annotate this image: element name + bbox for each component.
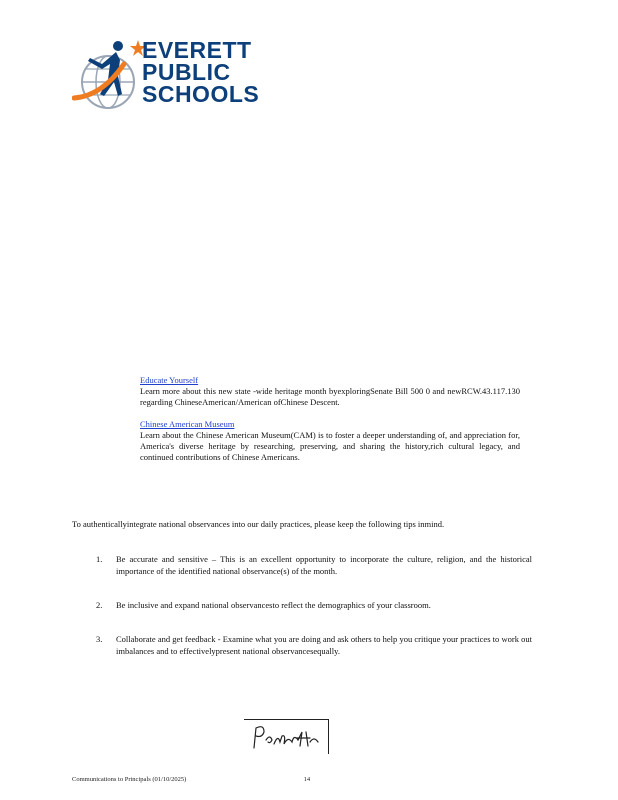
tip-number: 3. bbox=[96, 634, 103, 644]
logo-wordmark bbox=[142, 39, 259, 105]
logo-emblem-icon bbox=[72, 36, 152, 114]
tip-text: Be accurate and sensitive – This is an excellent opportunity to incorporate the culture, religion, and the historical importance of the identified national observance(s) of the month. bbox=[116, 554, 532, 576]
logo-line-2: PUBLIC bbox=[142, 59, 231, 85]
tip-item bbox=[96, 599, 532, 611]
logo-line-1: EVERETT bbox=[142, 37, 252, 63]
tip-item bbox=[96, 553, 532, 577]
resource-item bbox=[140, 375, 520, 407]
district-logo bbox=[72, 36, 262, 114]
logo-line-3: SCHOOLS bbox=[142, 81, 260, 107]
resource-item bbox=[140, 419, 520, 462]
resources-list bbox=[140, 375, 520, 475]
resource-description: Learn more about this new state -wide heritage month byexploringSenate Bill 500 0 and newRCW.43.117.130 regarding ChineseAmerican/American ofChinese Descent. bbox=[140, 385, 520, 407]
intro-paragraph: To authenticallyintegrate national observances into our daily practices, please keep the following tips inmind. bbox=[72, 519, 445, 529]
tip-number: 2. bbox=[96, 600, 103, 610]
tip-number: 1. bbox=[96, 554, 103, 564]
tip-text: Be inclusive and expand national observancesto reflect the demographics of your classroom. bbox=[116, 600, 431, 610]
tips-list bbox=[96, 553, 532, 679]
footer-label: Communications to Principals (01/10/2025) bbox=[72, 776, 187, 783]
resource-link-educate-yourself[interactable]: Educate Yourself bbox=[140, 375, 199, 385]
signature-icon bbox=[248, 722, 324, 752]
page-footer bbox=[72, 776, 310, 783]
resource-link-chinese-american-museum[interactable]: Chinese American Museum bbox=[140, 419, 235, 430]
page-number: 14 bbox=[303, 776, 311, 783]
tip-item bbox=[96, 633, 532, 657]
resource-description: Learn about the Chinese American Museum(CAM) is to foster a deeper understanding of, and appreciation for, America's diverse heritage by researching, preserving, and sharing the history,rich cultural legacy, and continued contributions of Chinese Americans. bbox=[140, 430, 520, 462]
tip-text: Collaborate and get feedback - Examine what you are doing and ask others to help you critique your practices to work out imbalances and to effectivelypresent national observancesequally. bbox=[116, 634, 532, 656]
signature bbox=[244, 719, 329, 754]
